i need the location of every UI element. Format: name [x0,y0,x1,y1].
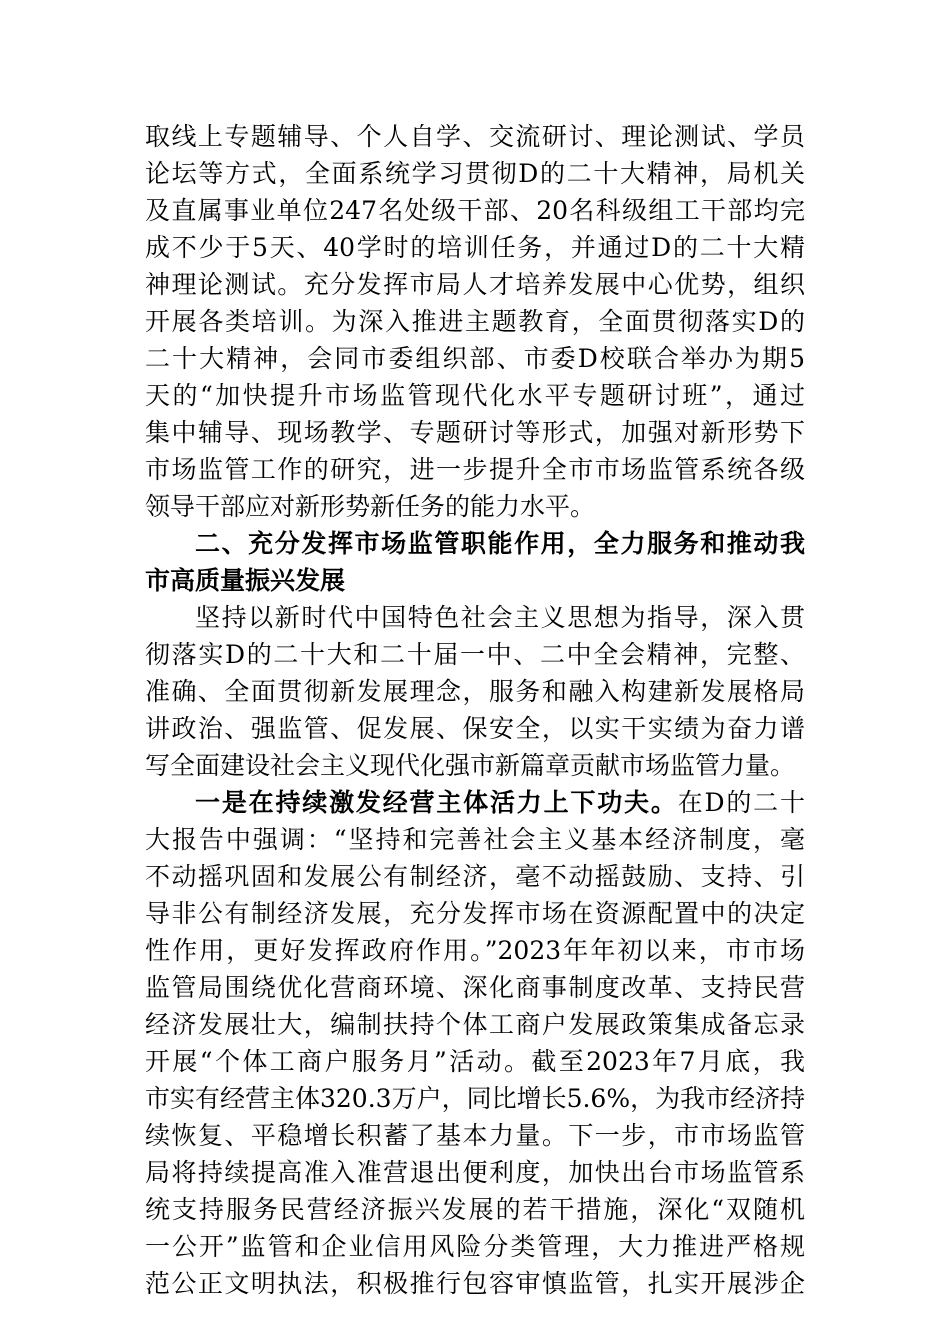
paragraph-3-line: 经济发展壮大，编制扶持个体工商户发展政策集成备忘录 [145,1010,805,1039]
paragraph-1-line: 论坛等方式，全面系统学习贯彻D的二十大精神，局机关 [145,159,805,188]
paragraph-3-line: 续恢复、平稳增长积蓄了基本力量。下一步，市市场监管 [145,1121,805,1150]
paragraph-1-line: 市场监管工作的研究，进一步提升全市市场监管系统各级 [145,455,805,484]
paragraph-3-line: 开展“个体工商户服务月”活动。截至2023年7月底，我 [145,1047,805,1076]
paragraph-1-line: 二十大精神，会同市委组织部、市委D校联合举办为期5 [145,344,805,373]
paragraph-3-line: 局将持续提高准入准营退出便利度，加快出台市场监管系 [145,1158,805,1187]
paragraph-3-line: 范公正文明执法，积极推行包容审慎监管，扎实开展涉企 [145,1269,805,1298]
paragraph-3-line: 监管局围绕优化营商环境、深化商事制度改革、支持民营 [145,973,805,1002]
paragraph-2-line: 彻落实D的二十大和二十届一中、二中全会精神，完整、 [145,640,805,669]
paragraph-2-line: 坚持以新时代中国特色社会主义思想为指导，深入贯 [195,603,805,632]
paragraph-3-lead-rest: 在D的二十 [677,788,805,817]
paragraph-1-line: 及直属事业单位247名处级干部、20名科级组工干部均完 [145,196,805,225]
section-heading-line: 二、充分发挥市场监管职能作用，全力服务和推动我 [195,529,805,558]
paragraph-2-line: 准确、全面贯彻新发展理念，服务和融入构建新发展格局 [145,677,805,706]
paragraph-3-line: 大报告中强调：“坚持和完善社会主义基本经济制度，毫 [145,825,805,854]
paragraph-1-line: 领导干部应对新形势新任务的能力水平。 [145,492,596,521]
paragraph-1-line: 集中辅导、现场教学、专题研讨等形式，加强对新形势下 [145,418,805,447]
paragraph-3-line: 一公开”监管和企业信用风险分类管理，大力推进严格规 [145,1232,805,1261]
paragraph-2-line: 写全面建设社会主义现代化强市新篇章贡献市场监管力量。 [145,751,796,780]
paragraph-3-line: 统支持服务民营经济振兴发展的若干措施，深化“双随机 [145,1195,805,1224]
paragraph-3-line: 导非公有制经济发展，充分发挥市场在资源配置中的决定 [145,899,805,928]
section-heading-line: 市高质量振兴发展 [145,566,346,595]
paragraph-2-line: 讲政治、强监管、促发展、保安全，以实干实绩为奋力谱 [145,714,805,743]
paragraph-3-line: 市实有经营主体320.3万户，同比增长5.6%，为我市经济持 [145,1084,806,1113]
paragraph-1-line: 成不少于5天、40学时的培训任务，并通过D的二十大精 [145,233,805,262]
paragraph-3-first-line [145,783,805,823]
paragraph-3-bold-lead: 一是在持续激发经营主体活力上下功夫。 [195,788,678,817]
paragraph-1-line: 神理论测试。充分发挥市局人才培养发展中心优势，组织 [145,270,805,299]
paragraph-3-line: 性作用，更好发挥政府作用。”2023年年初以来，市市场 [145,936,805,965]
paragraph-3-line: 不动摇巩固和发展公有制经济，毫不动摇鼓励、支持、引 [145,862,805,891]
paragraph-1-line: 开展各类培训。为深入推进主题教育，全面贯彻落实D的 [145,307,805,336]
paragraph-1-line: 天的“加快提升市场监管现代化水平专题研讨班”，通过 [145,381,805,410]
document-page [145,0,805,1344]
paragraph-1-line: 取线上专题辅导、个人自学、交流研讨、理论测试、学员 [145,122,805,151]
